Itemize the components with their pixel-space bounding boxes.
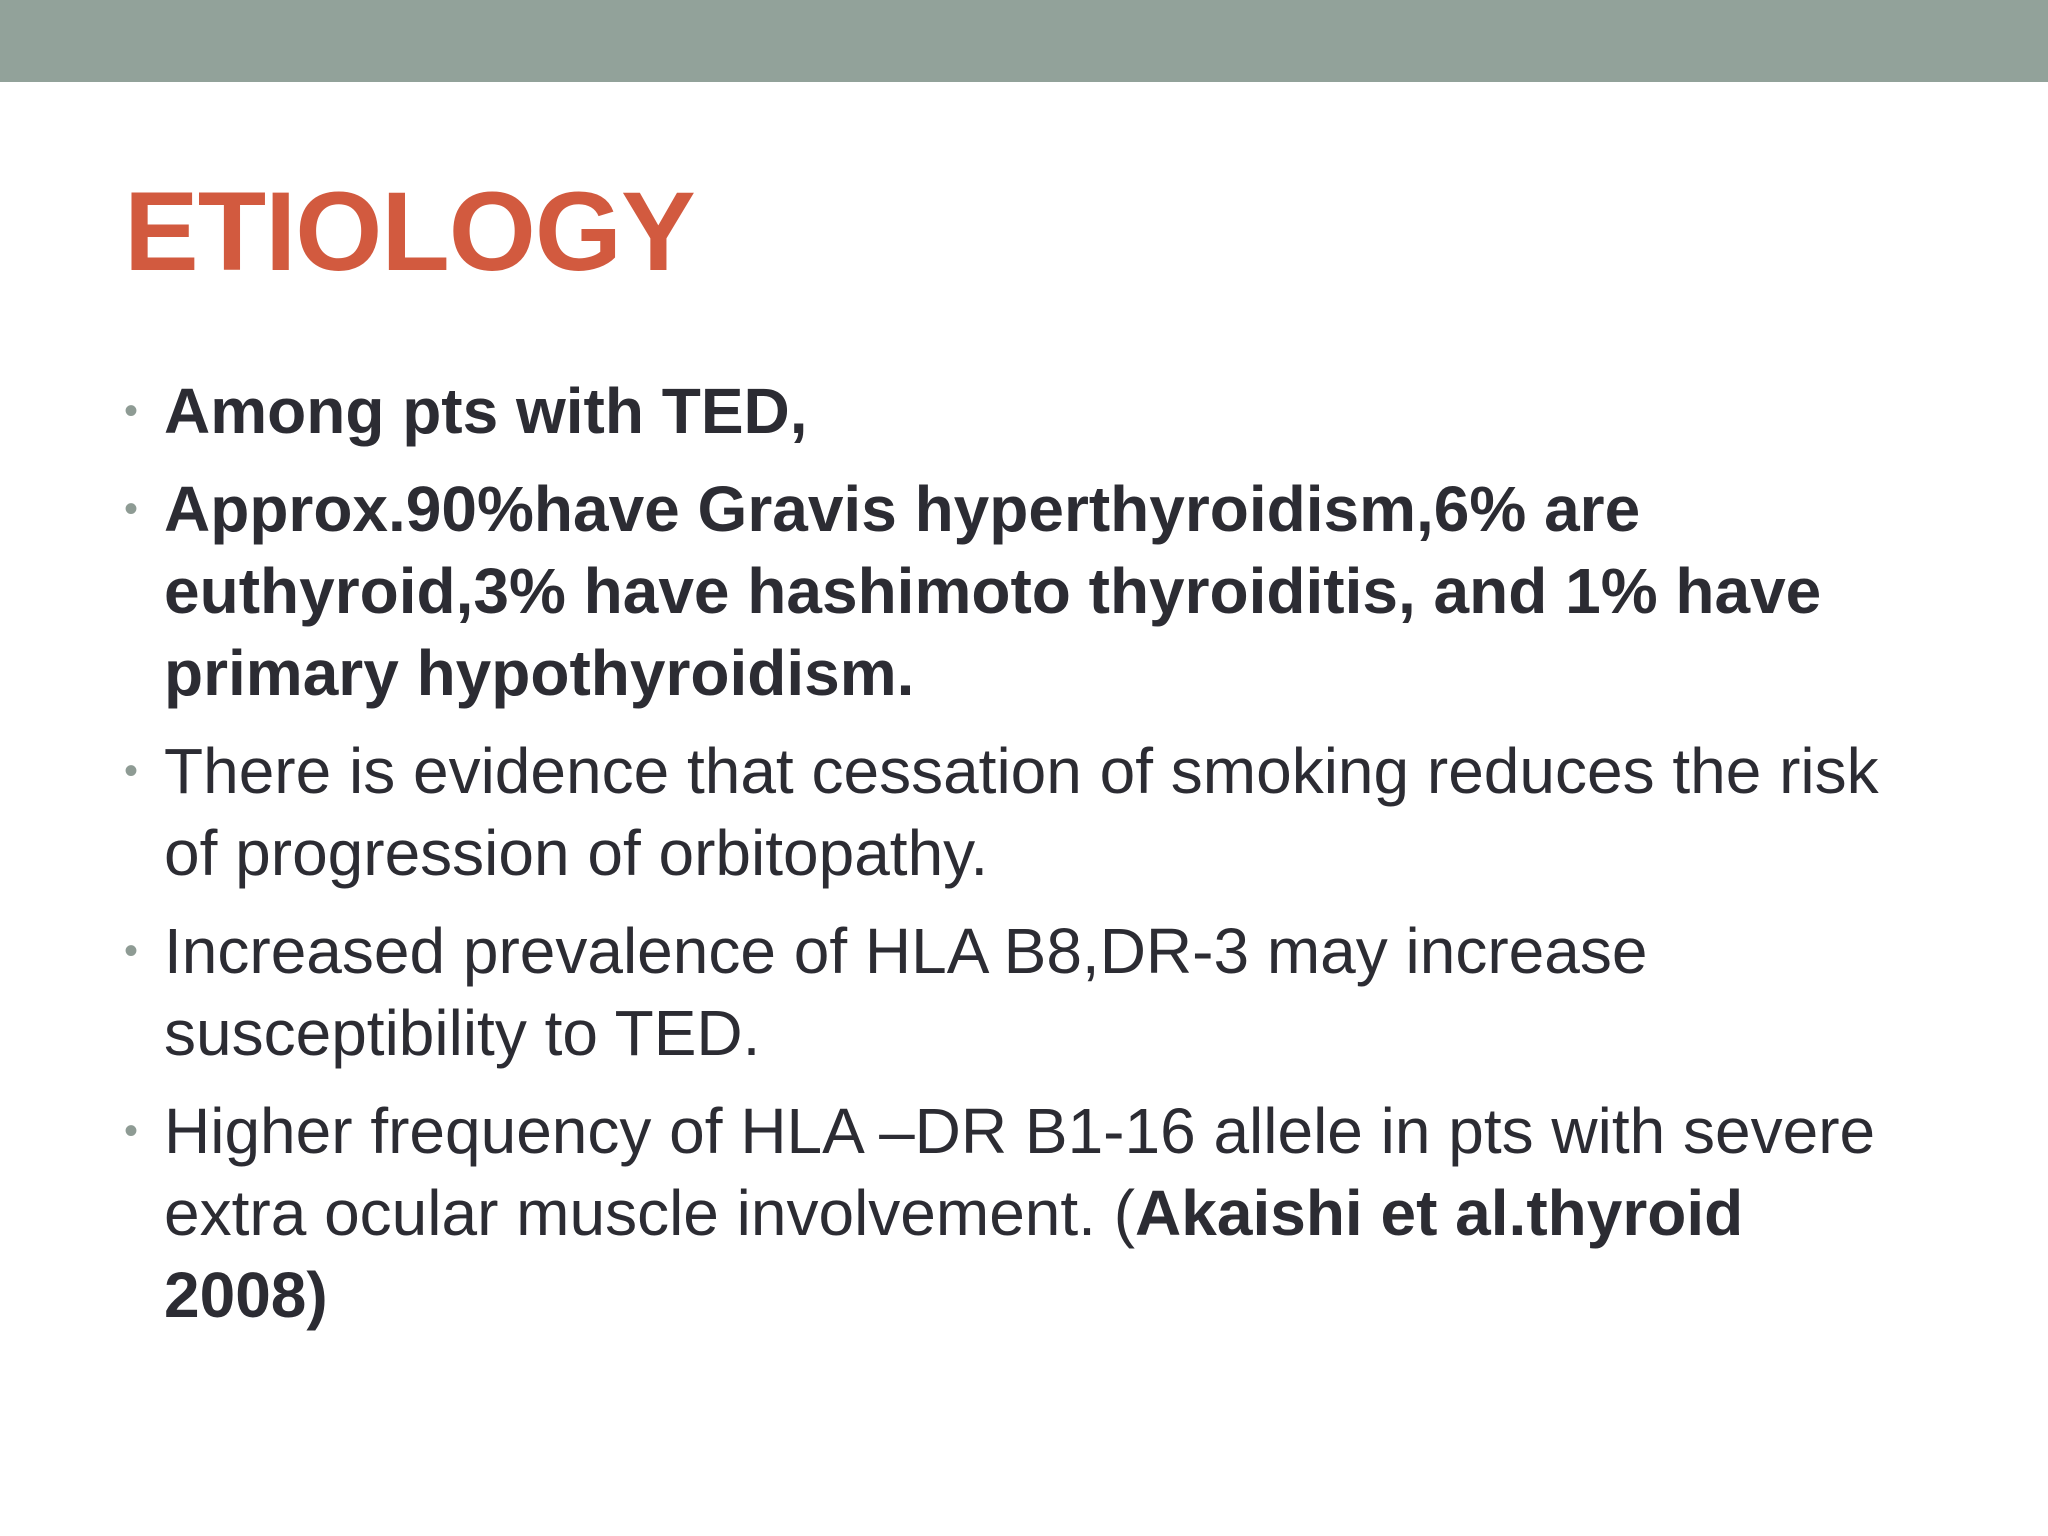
bullet-text: Increased prevalence of HLA B8,DR-3 may increase susceptibility to TED.: [164, 915, 1648, 1069]
slide-title: ETIOLOGY: [124, 169, 695, 294]
bullet-text: Higher frequency of HLA –DR B1-16 allele in pts with severe extra ocular muscle involvement. (: [164, 1095, 1876, 1249]
citation-text: Akaishi et al.thyroid 2008): [164, 1177, 1744, 1331]
bullet-item: [124, 910, 1924, 1074]
bullet-text: Among pts with TED,: [164, 375, 808, 447]
bullet-item: [124, 468, 1924, 714]
bullet-list: [124, 370, 1924, 1352]
bullet-item: [124, 1090, 1924, 1336]
bullet-text: Approx.90%have Gravis hyperthyroidism,6% are euthyroid,3% have hashimoto thyroiditis, and 1% have primary hypothyroidism.: [164, 473, 1822, 709]
bullet-dot-icon: •: [124, 1109, 139, 1153]
bullet-text: There is evidence that cessation of smoking reduces the risk of progression of orbitopathy.: [164, 735, 1879, 889]
bullet-dot-icon: •: [124, 749, 139, 793]
header-band: [0, 0, 2048, 82]
bullet-dot-icon: •: [124, 929, 139, 973]
bullet-dot-icon: •: [124, 389, 139, 433]
bullet-item: [124, 730, 1924, 894]
bullet-dot-icon: •: [124, 487, 139, 531]
bullet-item: [124, 370, 1924, 452]
